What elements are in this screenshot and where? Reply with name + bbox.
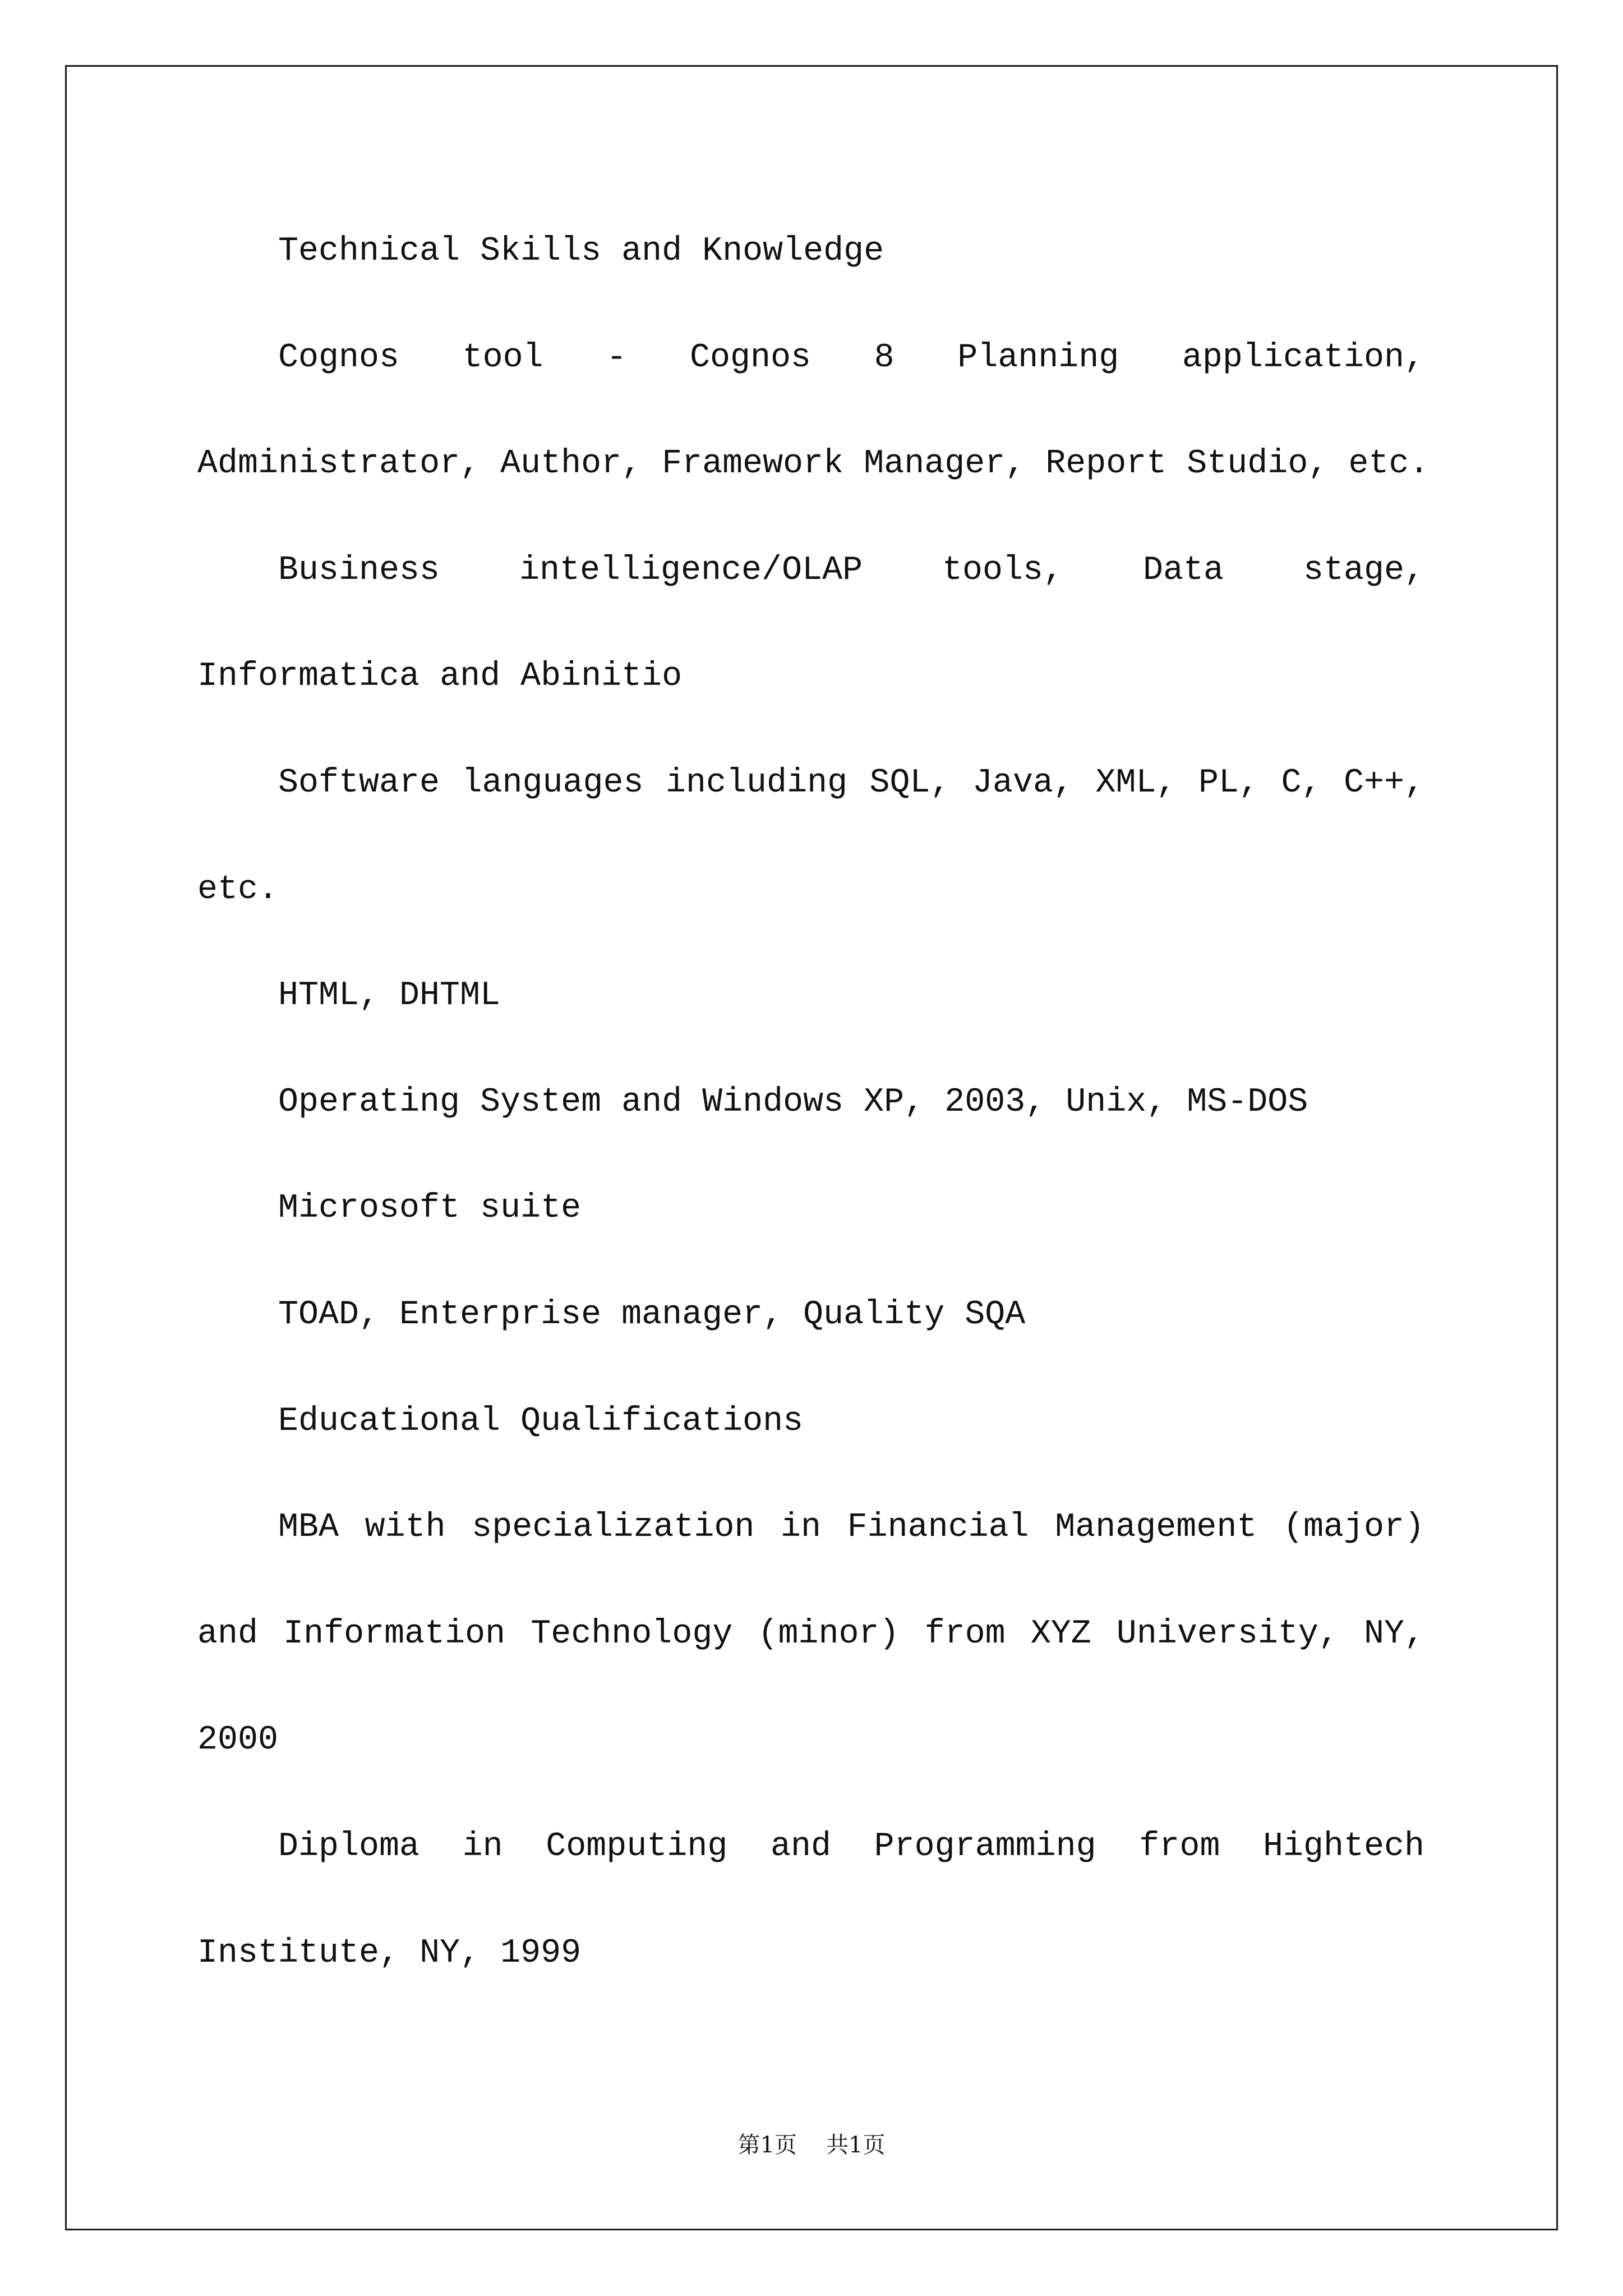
paragraph [197, 1262, 1424, 1369]
text-line: Technical Skills and Knowledge [278, 232, 884, 270]
text-line: MBA with specialization in Financial Management (major) [278, 1508, 1424, 1547]
text-line: HTML, DHTML [278, 977, 501, 1015]
text-line: and Information Technology (minor) from XYZ University, NY, [197, 1614, 1424, 1653]
text-line: Informatica and Abinitio [197, 657, 683, 696]
paragraph [197, 1794, 1424, 2007]
text-line: Administrator, Author, Framework Manager, Report Studio, etc. [197, 445, 1430, 484]
paragraph [197, 1369, 1424, 1475]
text-line: etc. [197, 870, 279, 909]
paragraph [197, 518, 1424, 730]
paragraph [197, 305, 1430, 518]
page-footer [0, 2131, 1623, 2160]
paragraph [197, 1475, 1424, 1794]
text-line: Cognos tool - Cognos 8 Planning application, [278, 338, 1424, 377]
document-body [197, 199, 1430, 2007]
text-line: Software languages including SQL, Java, XML, PL, C, C++, [278, 763, 1424, 802]
page-number-total: 共1页 [826, 2132, 886, 2158]
text-line: Educational Qualifications [278, 1402, 804, 1441]
paragraph [197, 199, 1424, 305]
text-line: Business intelligence/OLAP tools, Data stage, [278, 551, 1424, 590]
text-line: 2000 [197, 1721, 279, 1760]
page-number-current: 第1页 [737, 2132, 797, 2158]
text-line: Institute, NY, 1999 [197, 1934, 582, 1972]
text-line: Diploma in Computing and Programming from Hightech [278, 1827, 1424, 1866]
text-line: Microsoft suite [278, 1189, 582, 1228]
paragraph [197, 1050, 1424, 1156]
paragraph [197, 730, 1424, 943]
paragraph [197, 1156, 1424, 1262]
paragraph [197, 943, 1424, 1050]
text-line: TOAD, Enterprise manager, Quality SQA [278, 1295, 1026, 1334]
text-line: Operating System and Windows XP, 2003, Unix, MS-DOS [278, 1083, 1308, 1121]
